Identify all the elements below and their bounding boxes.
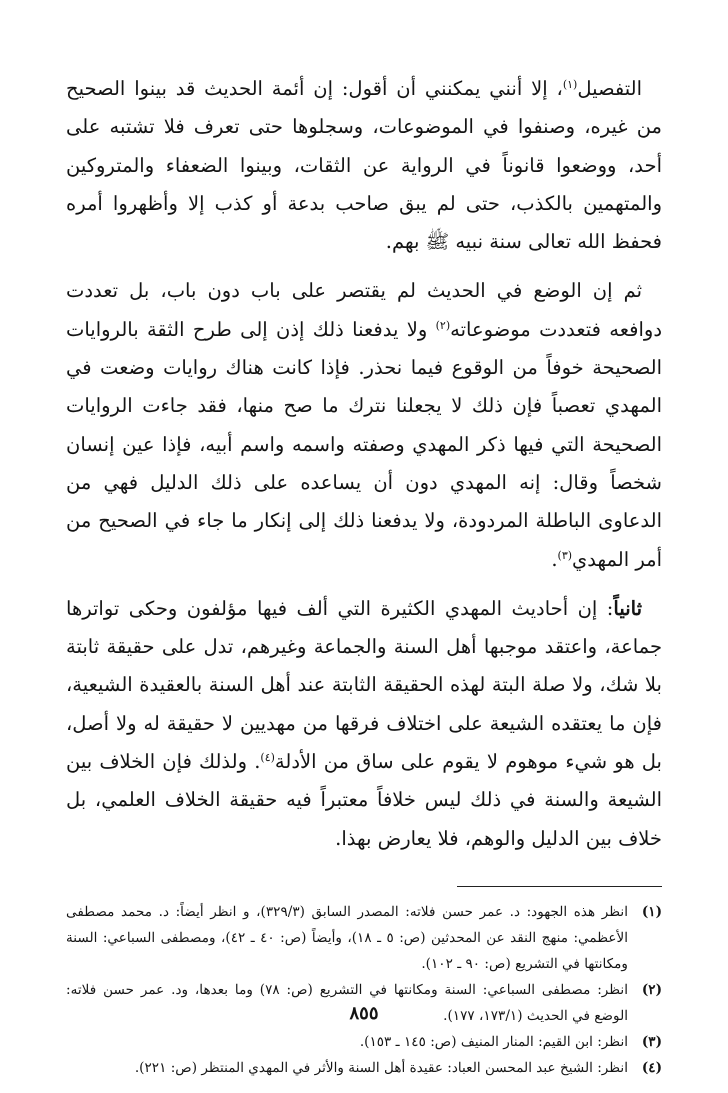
- footnote-text: انظر: الشيخ عبد المحسن العباد: عقيدة أهل السنة والأثر في المهدي المنتظر (ص: ٢٢١).: [134, 1059, 628, 1076]
- footnote-reference: (١): [562, 78, 578, 91]
- footnote-text: انظر: مصطفى السباعي: السنة ومكانتها في التشريع (ص: ٧٨) وما بعدها، ود. عمر حسن فلاته: الوضع في الحديث (١٧٣/١، ١٧٧).: [66, 981, 628, 1024]
- paragraph-text: .: [551, 547, 558, 571]
- main-text: [66, 70, 662, 858]
- paragraph-lead: ثانياً: [613, 596, 642, 620]
- paragraph-2: [66, 272, 662, 578]
- footnote-3: [66, 1029, 662, 1055]
- paragraph-text: ، إلا أنني يمكنني أن أقول: إن أئمة الحديث قد بينوا الصحيح من غيره، وصنفوا في الموضوعات، وسجلوها حتى تعرف فلا تشتبه على أحد، ووضعوا قانوناً في الرواية عن الثقات، وبينوا الضعفاء والمتروكين والمتهمين بالكذب، حتى لم يبق صاحب بدعة أو كذب إلا وأظهروا أمره فحفظ الله تعالى سنة نبيه ﷺ بهم.: [66, 77, 662, 254]
- paragraph-text: التفصيل: [577, 77, 642, 100]
- paragraph-text: ولا يدفعنا ذلك إذن إلى طرح الثقة بالروايات الصحيحة خوفاً من الوقوع فيما نحذر. فإذا كانت هناك روايات وضعت في المهدي تعصباً فإن ذلك لا يجعلنا نترك ما صح منها، فقد جاءت الروايات الصحيحة التي فيها ذكر المهدي وصفته واسمه واسم أبيه، فإذا عين إنسان شخصاً وقال: إنه المهدي دون أن يساعده على ذلك الدليل فهي من الدعاوى الباطلة المردودة، ولا يدفعنا ذلك إلى إنكار ما جاء في الصحيح من أمر المهدي: [66, 317, 662, 571]
- paragraph-text: ثم إن الوضع في الحديث لم يقتصر على باب دون باب، بل تعددت دوافعه فتعددت موضوعاته: [66, 279, 662, 341]
- footnote-1: [66, 899, 662, 977]
- footnote-number: (٢): [641, 981, 662, 998]
- paragraph-3: [66, 590, 662, 858]
- paragraph-text: . ولذلك فإن الخلاف بين الشيعة والسنة في ذلك ليس خلافاً معتبراً فيه حقيقة الخلاف العلمي، بل خلاف بين الدليل والوهم، فلا يعارض بهذا.: [66, 750, 662, 850]
- footnotes: [66, 899, 662, 1081]
- footnote-text: انظر: ابن القيم: المنار المنيف (ص: ١٤٥ ـ ١٥٣).: [359, 1033, 628, 1050]
- page-number: ٨٥٥: [349, 1003, 379, 1024]
- paragraph-text: : إن أحاديث المهدي الكثيرة التي ألف فيها مؤلفون وحكى تواترها جماعة، واعتقد موجبها أهل السنة والجماعة وغيرهم، تدل على حقيقة ثابتة بلا شك، ولا صلة البتة لهذه الحقيقة الثابتة عند أهل السنة بالعقيدة الشيعية، فإن ما يعتقده الشيعة على اختلاف فرقها من مهديين لا حقيقة له ولا أصل، بل هو شيء موهوم لا يقوم على ساق من الأدلة: [66, 596, 662, 774]
- footnote-reference: (٣): [557, 548, 573, 562]
- footnote-number: (٤): [641, 1059, 662, 1076]
- footnote-number: (١): [641, 903, 662, 920]
- footnote-divider: [457, 886, 662, 887]
- footnote-text: انظر هذه الجهود: د. عمر حسن فلاته: المصدر السابق (٣٢٩/٣)، و انظر أيضاً: د. محمد مصطفى الأعظمي: منهج النقد عن المحدثين (ص: ٥ ـ ١٨)، وأيضاً (ص: ٤٠ ـ ٤٢)، ومصطفى السباعي: السنة ومكانتها في التشريع (ص: ٩٠ ـ ١٠٢).: [66, 903, 629, 972]
- footnote-reference: (٢): [435, 318, 451, 332]
- paragraph-1: [66, 70, 662, 261]
- footnote-4: [66, 1055, 662, 1081]
- footnote-number: (٣): [641, 1033, 662, 1050]
- footnote-reference: (٤): [260, 751, 275, 765]
